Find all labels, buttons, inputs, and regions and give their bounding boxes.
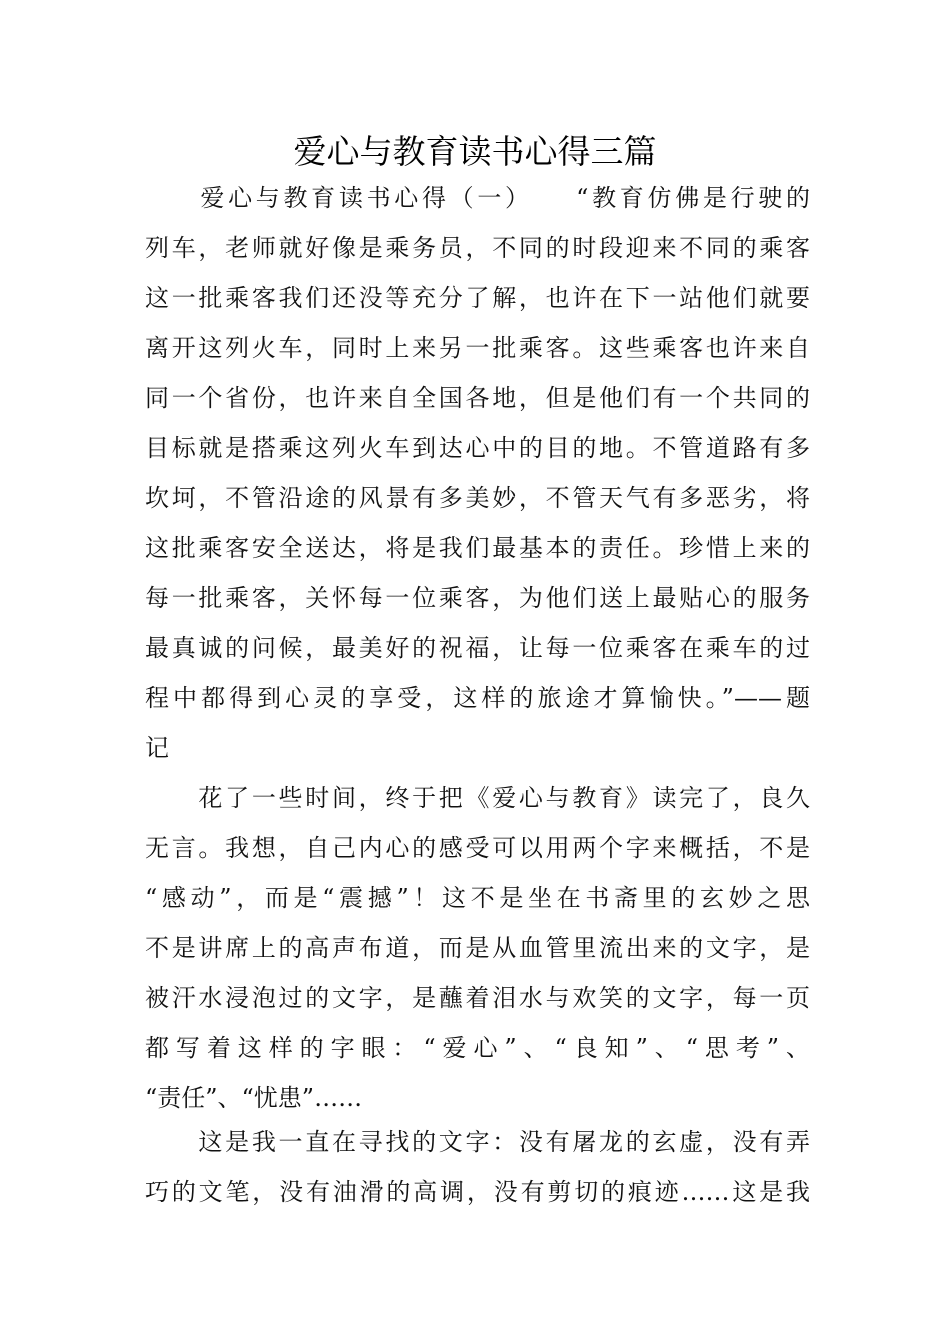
text-line: 这一批乘客我们还没等充分了解，也许在下一站他们就要 <box>145 284 810 312</box>
text-line: 被汗水浸泡过的文字，是蘸着泪水与欢笑的文字，每一页 <box>145 984 810 1012</box>
paragraph-1 <box>145 173 810 773</box>
text-line: 无言。我想，自己内心的感受可以用两个字来概括，不是 <box>145 834 810 862</box>
text-line: 花了一些时间，终于把《爱心与教育》读完了，良久 <box>145 784 810 812</box>
text-line: 这批乘客安全送达，将是我们最基本的责任。珍惜上来的 <box>145 534 810 562</box>
text-line: 爱心与教育读书心得（一） “教育仿佛是行驶的 <box>145 184 810 212</box>
text-line: “责任”、“忧患”…… <box>145 1084 363 1112</box>
text-line: “感动”，而是“震撼”！这不是坐在书斋里的玄妙之思 <box>145 884 810 912</box>
text-line: 同一个省份，也许来自全国各地，但是他们有一个共同的 <box>145 384 810 412</box>
text-line: 坎坷，不管沿途的风景有多美妙，不管天气有多恶劣，将 <box>145 484 810 512</box>
text-line: 离开这列火车，同时上来另一批乘客。这些乘客也许来自 <box>145 334 810 362</box>
text-line: 不是讲席上的高声布道，而是从血管里流出来的文字，是 <box>145 934 810 962</box>
text-line: 最真诚的问候，最美好的祝福，让每一位乘客在乘车的过 <box>145 634 810 662</box>
document-title: 爱心与教育读书心得三篇 <box>293 132 657 171</box>
paragraph-3 <box>145 1117 810 1217</box>
text-line: 列车，老师就好像是乘务员，不同的时段迎来不同的乘客 <box>145 234 810 262</box>
paragraph-2 <box>145 773 810 1123</box>
text-line: 目标就是搭乘这列火车到达心中的目的地。不管道路有多 <box>145 434 810 462</box>
text-line: 巧的文笔，没有油滑的高调，没有剪切的痕迹……这是我 <box>145 1178 810 1206</box>
text-line: 记 <box>145 734 169 762</box>
text-line: 都写着这样的字眼：“爱心”、“良知”、“思考”、 <box>145 1034 810 1062</box>
text-line: 程中都得到心灵的享受，这样的旅途才算愉快。”——题 <box>145 684 810 712</box>
text-line: 每一批乘客，关怀每一位乘客，为他们送上最贴心的服务 <box>145 584 810 612</box>
text-line: 这是我一直在寻找的文字：没有屠龙的玄虚，没有弄 <box>145 1128 810 1156</box>
